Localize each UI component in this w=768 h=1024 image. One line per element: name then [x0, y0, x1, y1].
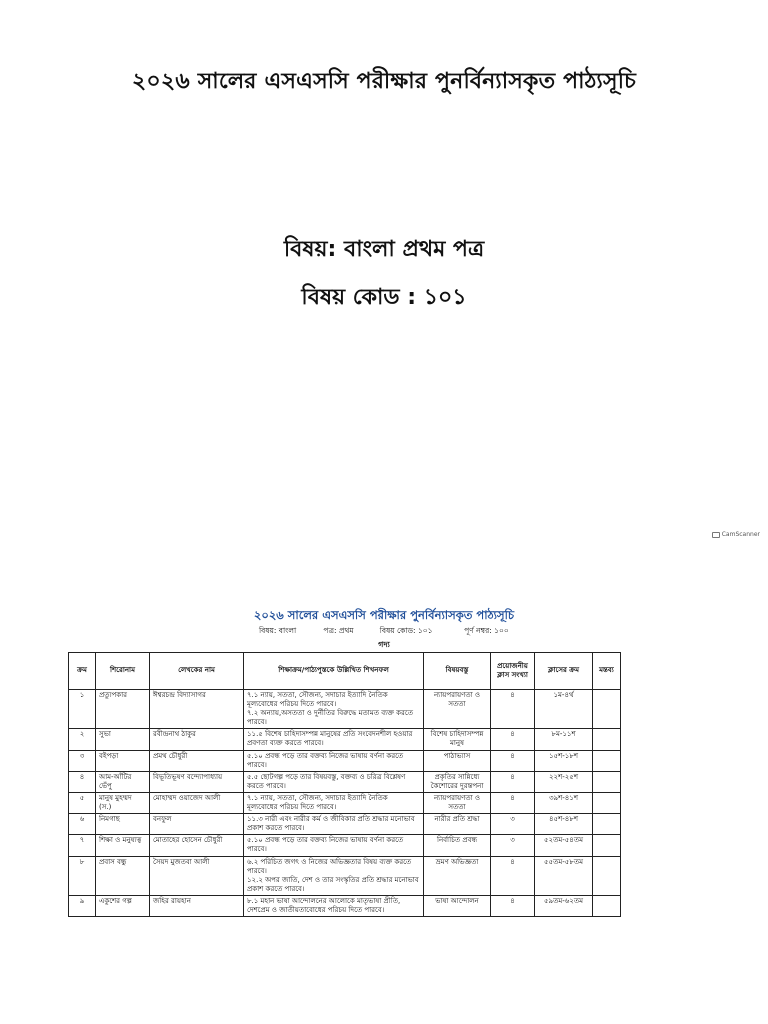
cell-remarks [593, 856, 621, 895]
outcome-item: ৫.৫ ছোটগল্প পড়ে তার বিষয়বস্তু, বক্তব্য ও চরিত্র বিশ্লেষণ করতে পারবে। [247, 772, 406, 790]
cell-classes: ৩ [491, 835, 535, 856]
cell-topic: পাঠাভ্যাস [424, 750, 491, 771]
cell-class-order: ৫৯তম-৬২তম [535, 895, 593, 916]
watermark-text: CamScanner [721, 531, 760, 538]
meta-subject: বিষয়: বাংলা [259, 626, 297, 635]
header-class-order: ক্লাসের ক্রম [535, 653, 593, 690]
header-classes: প্রয়োজনীয় ক্লাস সংখ্যা [491, 653, 535, 690]
cell-classes: ৪ [491, 856, 535, 895]
cell-remarks [593, 792, 621, 813]
cell-class-order: ৫৫তম-৫৮তম [535, 856, 593, 895]
cell-outcome [244, 895, 424, 916]
cell-title: নিমগাছ [96, 814, 150, 835]
table-header-row [69, 653, 621, 690]
cell-class-order: ৫২তম-৫৪তম [535, 835, 593, 856]
cell-author: ঈশ্বরচন্দ্র বিদ্যাসাগর [150, 690, 244, 729]
cell-title: একুশের গল্প [96, 895, 150, 916]
cell-topic: ন্যায়পরায়ণতা ও সততা [424, 792, 491, 813]
table-row [69, 690, 621, 729]
cell-classes: ৪ [491, 750, 535, 771]
cell-author: রবীন্দ্রনাথ ঠাকুর [150, 729, 244, 750]
cell-serial: ৩ [69, 750, 96, 771]
outcome-item: ১১.৩ নারী এবং নারীর কর্ম ও জীবিকার প্রতি শ্রদ্ধার মনোভাব প্রকাশ করতে পারবে। [247, 815, 415, 833]
meta-paper: পত্র: প্রথম [323, 626, 354, 635]
outcome-item: ৮.১ মহান ভাষা আন্দোলনের আলোকে মাতৃভাষা প্রীতি, দেশপ্রেম ও জাতীয়তাবোধের পরিচয় দিতে পারবে। [247, 896, 401, 914]
cell-remarks [593, 835, 621, 856]
cell-author: মোহাম্মদ ওয়াজেদ আলী [150, 792, 244, 813]
cover-title: ২০২৬ সালের এসএসসি পরীক্ষার পুনর্বিন্যাসকৃত পাঠ্যসূচি [131, 69, 637, 94]
cell-class-order: ১ম-৪র্থ [535, 690, 593, 729]
table-row [69, 729, 621, 750]
cell-class-order: ৮ম-১১শ [535, 729, 593, 750]
cell-classes: ৪ [491, 729, 535, 750]
cell-serial: ৯ [69, 895, 96, 916]
cell-outcome [244, 750, 424, 771]
cell-title: সুভা [96, 729, 150, 750]
cell-remarks [593, 814, 621, 835]
outcome-item: ১১.৫ বিশেষ চাহিদাসম্পন্ন মানুষের প্রতি সংবেদনশীল হওয়ার প্রবণতা ব্যক্ত করতে পারবে। [247, 730, 413, 748]
header-topic: বিষয়বস্তু [424, 653, 491, 690]
cell-classes: ৪ [491, 771, 535, 792]
cell-topic: ভাষা আন্দোলন [424, 895, 491, 916]
cell-author: সৈয়দ মুজতবা আলী [150, 856, 244, 895]
camscanner-logo-icon [712, 532, 720, 538]
cell-author: জহির রায়হান [150, 895, 244, 916]
table-row [69, 771, 621, 792]
cell-topic: বিশেষ চাহিদাসম্পন্ন মানুষ [424, 729, 491, 750]
cell-author: বিভূতিভূষণ বন্দ্যোপাধ্যায় [150, 771, 244, 792]
cell-topic: প্রকৃতির সান্নিধ্যে কৈশোরের দুরন্তপনা [424, 771, 491, 792]
outcome-item: ৭.১ ন্যায়, সততা, সৌজন্য, সদাচার ইত্যাদি নৈতিক মূল্যবোধের পরিচয় দিতে পারবে। [247, 793, 388, 812]
cover-subject-code: বিষয় কোড : ১০১ [301, 285, 467, 310]
cell-outcome [244, 856, 424, 895]
cell-topic: নির্বাচিত প্রবন্ধ [424, 835, 491, 856]
outcome-item: ৫.১০ প্রবন্ধ পড়ে তার বক্তব্য নিজের ভাষায় বর্ণনা করতে পারবে। [247, 836, 404, 854]
cell-serial: ৬ [69, 814, 96, 835]
camscanner-watermark [712, 531, 760, 538]
table-row [69, 750, 621, 771]
cell-serial: ৭ [69, 835, 96, 856]
cell-class-order: ৪৫শ-৪৮শ [535, 814, 593, 835]
cell-title: প্রবাস বন্ধু [96, 856, 150, 895]
outcome-item: ৫.১০ প্রবন্ধ পড়ে তার বক্তব্য নিজের ভাষায় বর্ণনা করতে পারবে। [247, 751, 404, 769]
cell-author: বনফুল [150, 814, 244, 835]
meta-full-marks: পূর্ণ নম্বর: ১০০ [464, 626, 509, 635]
cell-title: শিক্ষা ও মনুষ্যত্ব [96, 835, 150, 856]
cell-title: মানুষ মুহম্মদ (স.) [96, 792, 150, 813]
outcome-item: ১২.২ অপর জাতি, দেশ ও তার সংস্কৃতির প্রতি শ্রদ্ধার মনোভাব প্রকাশ করতে পারবে। [247, 875, 419, 893]
cell-serial: ৮ [69, 856, 96, 895]
header-author: লেখকের নাম [150, 653, 244, 690]
header-remarks: মন্তব্য [593, 653, 621, 690]
cell-outcome [244, 792, 424, 813]
cell-class-order: ২২শ-২৫শ [535, 771, 593, 792]
cell-outcome [244, 814, 424, 835]
cell-classes: ৪ [491, 895, 535, 916]
cell-outcome [244, 729, 424, 750]
header-serial: ক্রম [69, 653, 96, 690]
cell-title: বইপড়া [96, 750, 150, 771]
meta-code: বিষয় কোড: ১০১ [379, 626, 433, 635]
header-title: শিরোনাম [96, 653, 150, 690]
cell-serial: ৪ [69, 771, 96, 792]
table-row [69, 856, 621, 895]
outcome-item: ৭.১ ন্যায়, সততা, সৌজন্য, সদাচার ইত্যাদি নৈতিক মূল্যবোধের পরিচয় দিতে পারবে। [247, 691, 388, 709]
cell-outcome [244, 835, 424, 856]
cell-classes: ৩ [491, 814, 535, 835]
table-row [69, 792, 621, 813]
cover-subject: বিষয়: বাংলা প্রথম পত্র [283, 237, 485, 262]
table-row [69, 835, 621, 856]
section-label: গদ্য [378, 640, 390, 649]
cell-serial: ২ [69, 729, 96, 750]
cell-title: প্রত্যুপকার [96, 690, 150, 729]
cell-classes: ৪ [491, 690, 535, 729]
syllabus-table [68, 652, 621, 917]
cell-serial: ৫ [69, 792, 96, 813]
outcome-item: ৬.২ পরিচিত জগৎ ও নিজের অভিজ্ঞতার বিষয় ব্যক্ত করতে পারবে। [247, 857, 412, 875]
cell-remarks [593, 729, 621, 750]
cell-remarks [593, 771, 621, 792]
table-row [69, 814, 621, 835]
table-row [69, 895, 621, 916]
cell-classes: ৪ [491, 792, 535, 813]
syllabus-title: ২০২৬ সালের এসএসসি পরীক্ষার পুনর্বিন্যাসকৃত পাঠ্যসূচি [253, 608, 515, 622]
cell-author: মোতাহের হোসেন চৌধুরী [150, 835, 244, 856]
cell-topic: ভ্রমণ অভিজ্ঞতা [424, 856, 491, 895]
cell-remarks [593, 690, 621, 729]
cell-class-order: ৩৯শ-৪১শ [535, 792, 593, 813]
cell-remarks [593, 750, 621, 771]
cell-title: আম-আঁটির ভেঁপু [96, 771, 150, 792]
outcome-item: ৭.২ অন্যায়,অসততা ও দুর্নীতির বিরুদ্ধে মতামত ব্যক্ত করতে পারবে। [247, 709, 413, 727]
cell-class-order: ১৫শ-১৮শ [535, 750, 593, 771]
cell-topic: ন্যায়পরায়ণতা ও সততা [424, 690, 491, 729]
cell-topic: নারীর প্রতি শ্রদ্ধা [424, 814, 491, 835]
syllabus-meta [259, 626, 509, 638]
cell-outcome [244, 690, 424, 729]
header-outcome: শিক্ষাক্রম/পাঠ্যপুস্তকে উল্লিখিত শিখনফল [244, 653, 424, 690]
cell-author: প্রমথ চৌধুরী [150, 750, 244, 771]
cell-remarks [593, 895, 621, 916]
cell-serial: ১ [69, 690, 96, 729]
cell-outcome [244, 771, 424, 792]
